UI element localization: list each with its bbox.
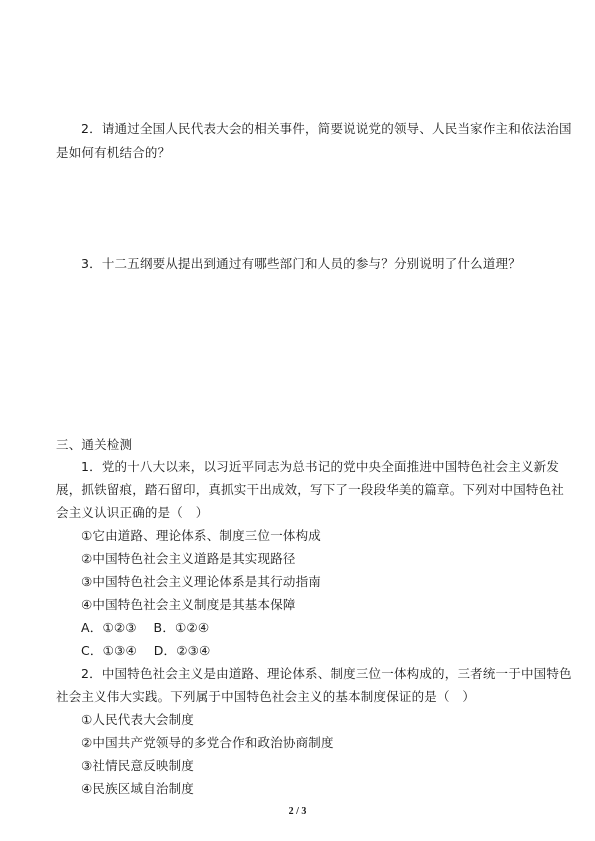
mc2-stem-line-1: 2．中国特色社会主义是由道路、理论体系、制度三位一体构成的，三者统一于中国特色 [81, 666, 572, 681]
mc2-option-1: ①人民代表大会制度 [81, 712, 195, 727]
q2-line-1: 2．请通过全国人民代表大会的相关事件，简要说说党的领导、人民当家作主和依法治国 [81, 121, 572, 136]
mc2-option-2: ②中国共产党领导的多党合作和政治协商制度 [81, 735, 334, 750]
section-heading: 三、通关检测 [56, 437, 133, 452]
mc2-stem-line-2: 社会主义伟大实践。下列属于中国特色社会主义的基本制度保证的是（ ） [56, 689, 476, 704]
q2-line-2: 是如何有机结合的？ [56, 145, 171, 160]
mc1-option-4: ④中国特色社会主义制度是其基本保障 [81, 597, 296, 612]
mc1-option-2: ②中国特色社会主义道路是其实现路径 [81, 551, 296, 566]
mc1-option-1: ①它由道路、理论体系、制度三位一体构成 [81, 528, 322, 543]
mc2-option-4: ④民族区域自治制度 [81, 781, 195, 796]
mc1-stem-line-2: 展，抓铁留痕，踏石留印，真抓实干出成效，写下了一段段华美的篇章。下列对中国特色社 [56, 482, 565, 497]
mc1-option-3: ③中国特色社会主义理论体系是其行动指南 [81, 574, 322, 589]
mc1-choices-row-2: C．①③④ D．②③④ [81, 643, 211, 658]
mc1-stem-line-1: 1．党的十八大以来，以习近平同志为总书记的党中央全面推进中国特色社会主义新发 [81, 459, 560, 474]
q3-line-1: 3．十二五纲要从提出到通过有哪些部门和人员的参与？分别说明了什么道理？ [81, 256, 521, 271]
mc1-choices-row-1: A．①②③ B．①②④ [81, 620, 210, 635]
page-number: 2 / 3 [288, 806, 307, 817]
mc2-option-3: ③社情民意反映制度 [81, 758, 195, 773]
mc1-stem-line-3: 会主义认识正确的是（ ） [56, 505, 209, 520]
